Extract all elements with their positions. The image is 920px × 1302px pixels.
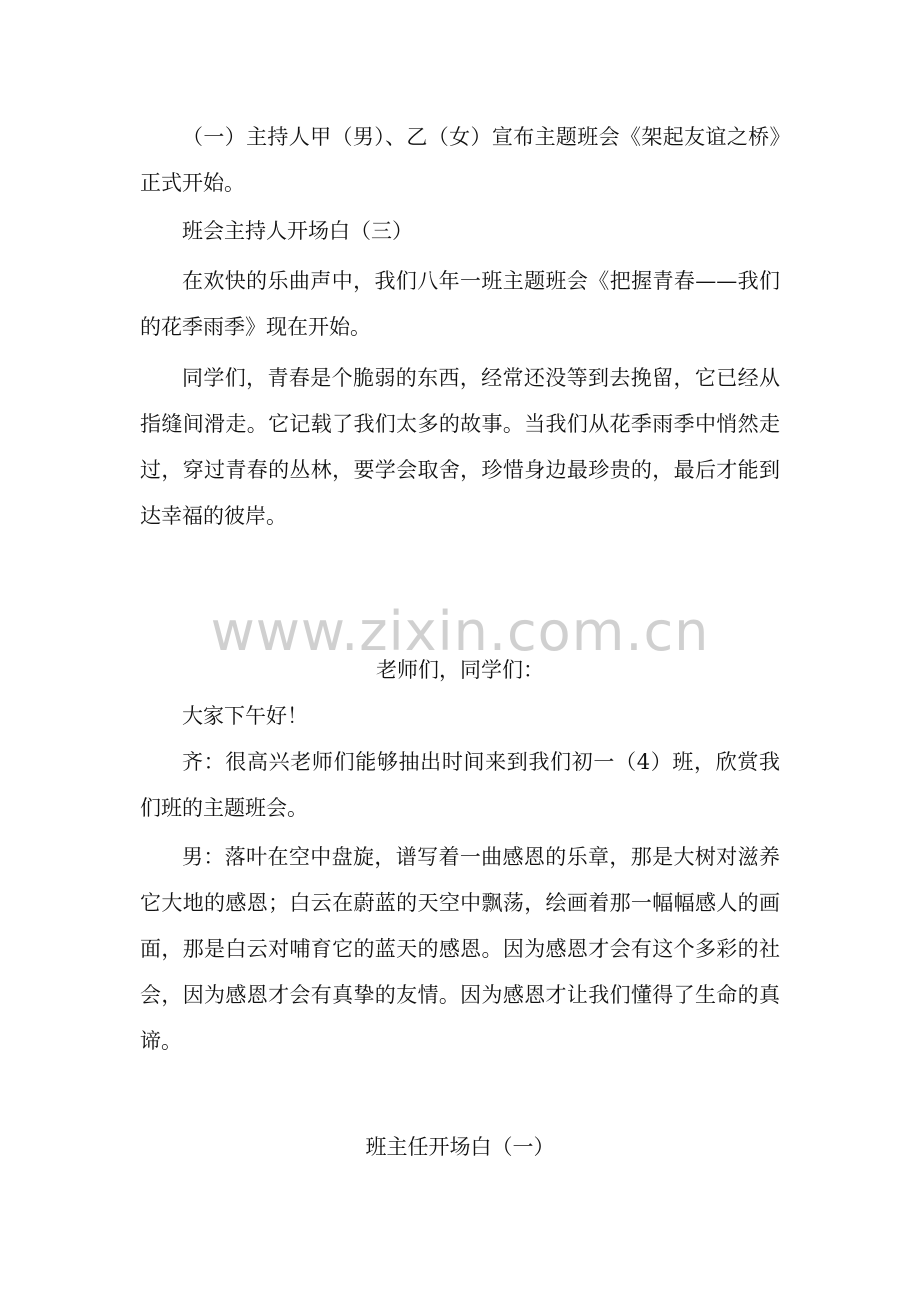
paragraph-male-gratitude: 男：落叶在空中盘旋，谱写着一曲感恩的乐章，那是大树对滋养它大地的感恩；白云在蔚蓝的天空中飘荡，绘画着那一幅幅感人的画面，那是白云对哺育它的蓝天的感恩。因为感恩才会有这个多彩的社会，因为感恩才会有真挚的友情。因为感恩才让我们懂得了生命的真谛。 <box>140 845 780 1053</box>
watermark: www.zixin.com.cn <box>210 600 710 663</box>
paragraph-all-welcome: 齐：很高兴老师们能够抽出时间来到我们初一（4）班，欣赏我们班的主题班会。 <box>140 750 780 820</box>
paragraph-youth-speech: 同学们，青春是个脆弱的东西，经常还没等到去挽留，它已经从指缝间滑走。它记载了我们太多的故事。当我们从花季雨季中悄然走过，穿过青春的丛林，要学会取舍，珍惜身边最珍贵的，最后才能到达幸福的彼岸。 <box>140 366 780 528</box>
paragraph-heading-teacher-opening-1: 班主任开场白（一） <box>365 1135 555 1159</box>
paragraph-salutation: 老师们，同学们： <box>376 658 544 682</box>
paragraph-theme-meeting-start: 在欢快的乐曲声中，我们八年一班主题班会《把握青春——我们的花季雨季》现在开始。 <box>140 269 780 339</box>
paragraph-opening-announcement: （一）主持人甲（男）、乙（女）宣布主题班会《架起友谊之桥》正式开始。 <box>140 125 780 195</box>
paragraph-greeting: 大家下午好！ <box>182 704 308 728</box>
paragraph-heading-host-opening-3: 班会主持人开场白（三） <box>182 219 413 243</box>
